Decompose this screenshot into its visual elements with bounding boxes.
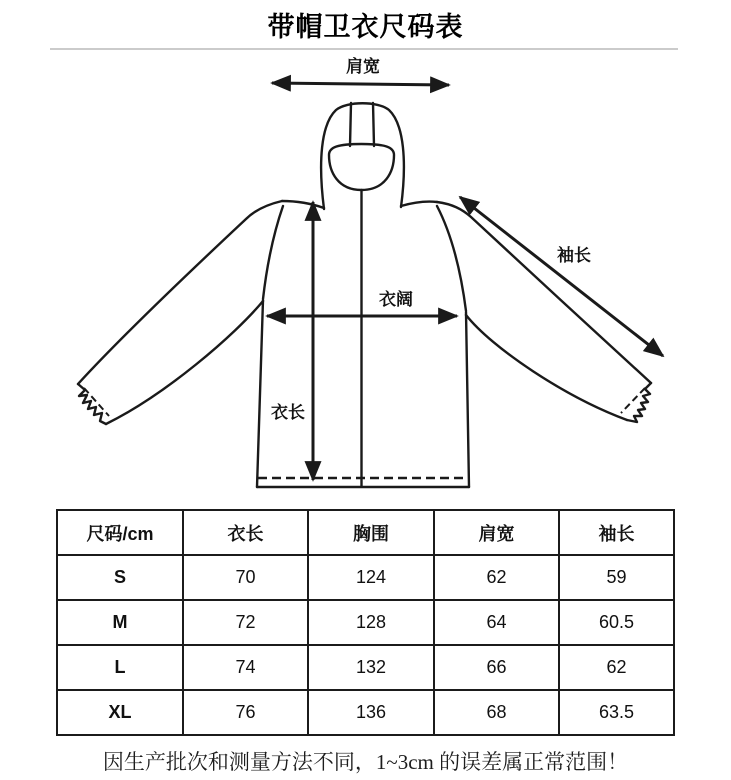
cell-sleeve: 63.5 [559,690,674,735]
column-header-shoulder: 肩宽 [434,510,559,555]
table-row [57,690,674,735]
cell-shoulder: 62 [434,555,559,600]
cell-shoulder: 66 [434,645,559,690]
column-header-length: 衣长 [183,510,308,555]
cell-chest: 136 [308,690,434,735]
cell-chest: 128 [308,600,434,645]
hoodie-measurement-diagram [0,50,731,505]
cell-length: 70 [183,555,308,600]
cell-sleeve: 59 [559,555,674,600]
sleeve-length-arrow [460,197,663,356]
tolerance-note: 因生产批次和测量方法不同，1~3cm 的误差属正常范围！ [102,750,629,774]
sleeves-outline [78,201,651,424]
size-label: L [57,645,183,690]
size-chart-table [56,509,675,736]
garment-length-label: 衣长 [271,403,305,422]
table-header-row [57,510,674,555]
garment-width-label: 衣阔 [379,290,413,309]
table-row [57,645,674,690]
table-row [57,555,674,600]
cell-chest: 132 [308,645,434,690]
cell-shoulder: 68 [434,690,559,735]
cell-length: 76 [183,690,308,735]
size-label: S [57,555,183,600]
column-header-size: 尺码/cm [57,510,183,555]
column-header-chest: 胸围 [308,510,434,555]
shoulder-width-arrow [272,83,449,85]
size-label: M [57,600,183,645]
column-header-sleeve: 袖长 [559,510,674,555]
sleeve-length-label: 袖长 [557,246,591,265]
cell-length: 72 [183,600,308,645]
cell-sleeve: 60.5 [559,600,674,645]
cell-chest: 124 [308,555,434,600]
size-label: XL [57,690,183,735]
cell-shoulder: 64 [434,600,559,645]
page-title: 带帽卫衣尺码表 [267,12,464,42]
body-outline [257,190,469,487]
cell-length: 74 [183,645,308,690]
shoulder-width-label: 肩宽 [346,57,380,76]
cell-sleeve: 62 [559,645,674,690]
table-row [57,600,674,645]
